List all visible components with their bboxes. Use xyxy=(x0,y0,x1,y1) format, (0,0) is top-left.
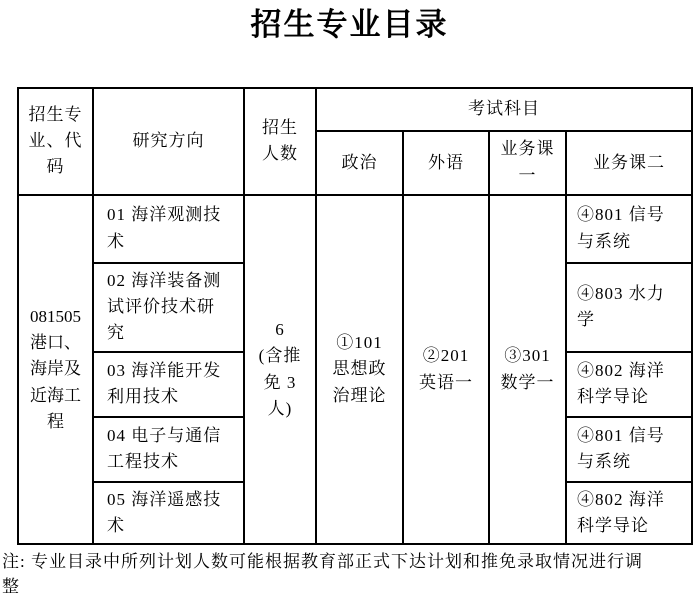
major-name: 港口、海岸及近海工程 xyxy=(30,333,81,432)
quota-number: 6 xyxy=(275,319,285,339)
table-row xyxy=(18,195,692,263)
cell-course-two-04: ④801 信号与系统 xyxy=(566,417,692,482)
cell-direction-02: 02 海洋装备测试评价技术研究 xyxy=(93,263,244,352)
cell-direction-01: 01 海洋观测技术 xyxy=(93,195,244,263)
quota-note: (含推免 3 人) xyxy=(258,346,302,418)
cell-course-two-01: ④801 信号与系统 xyxy=(566,195,692,263)
header-major-code: 招生专业、代码 xyxy=(18,88,93,195)
header-politics: 政治 xyxy=(316,131,403,195)
cell-major-code xyxy=(18,195,93,545)
cell-direction-03: 03 海洋能开发利用技术 xyxy=(93,352,244,417)
major-code: 081505 xyxy=(30,306,81,326)
header-row-top xyxy=(18,88,692,131)
cell-course-two-02: ④803 水力学 xyxy=(566,263,692,352)
cell-course-two-05: ④802 海洋科学导论 xyxy=(566,482,692,545)
header-exam-subjects: 考试科目 xyxy=(316,88,692,131)
cell-quota xyxy=(244,195,316,545)
cell-direction-05: 05 海洋遥感技术 xyxy=(93,482,244,545)
header-quota: 招生人数 xyxy=(244,88,316,195)
header-course-one: 业务课一 xyxy=(489,131,566,195)
cell-foreign-language: ②201 英语一 xyxy=(403,195,489,545)
header-foreign-language: 外语 xyxy=(403,131,489,195)
admissions-catalog-table xyxy=(17,87,693,546)
cell-course-one: ③301 数学一 xyxy=(489,195,566,545)
page-title: 招生专业目录 xyxy=(250,7,449,42)
cell-politics: ①101 思想政治理论 xyxy=(316,195,403,545)
header-course-two: 业务课二 xyxy=(566,131,692,195)
footnote: 注: 专业目录中所列计划人数可能根据教育部正式下达计划和推免录取情况进行调整 xyxy=(2,552,643,597)
cell-course-two-03: ④802 海洋科学导论 xyxy=(566,352,692,417)
cell-direction-04: 04 电子与通信工程技术 xyxy=(93,417,244,482)
header-research-direction: 研究方向 xyxy=(93,88,244,195)
